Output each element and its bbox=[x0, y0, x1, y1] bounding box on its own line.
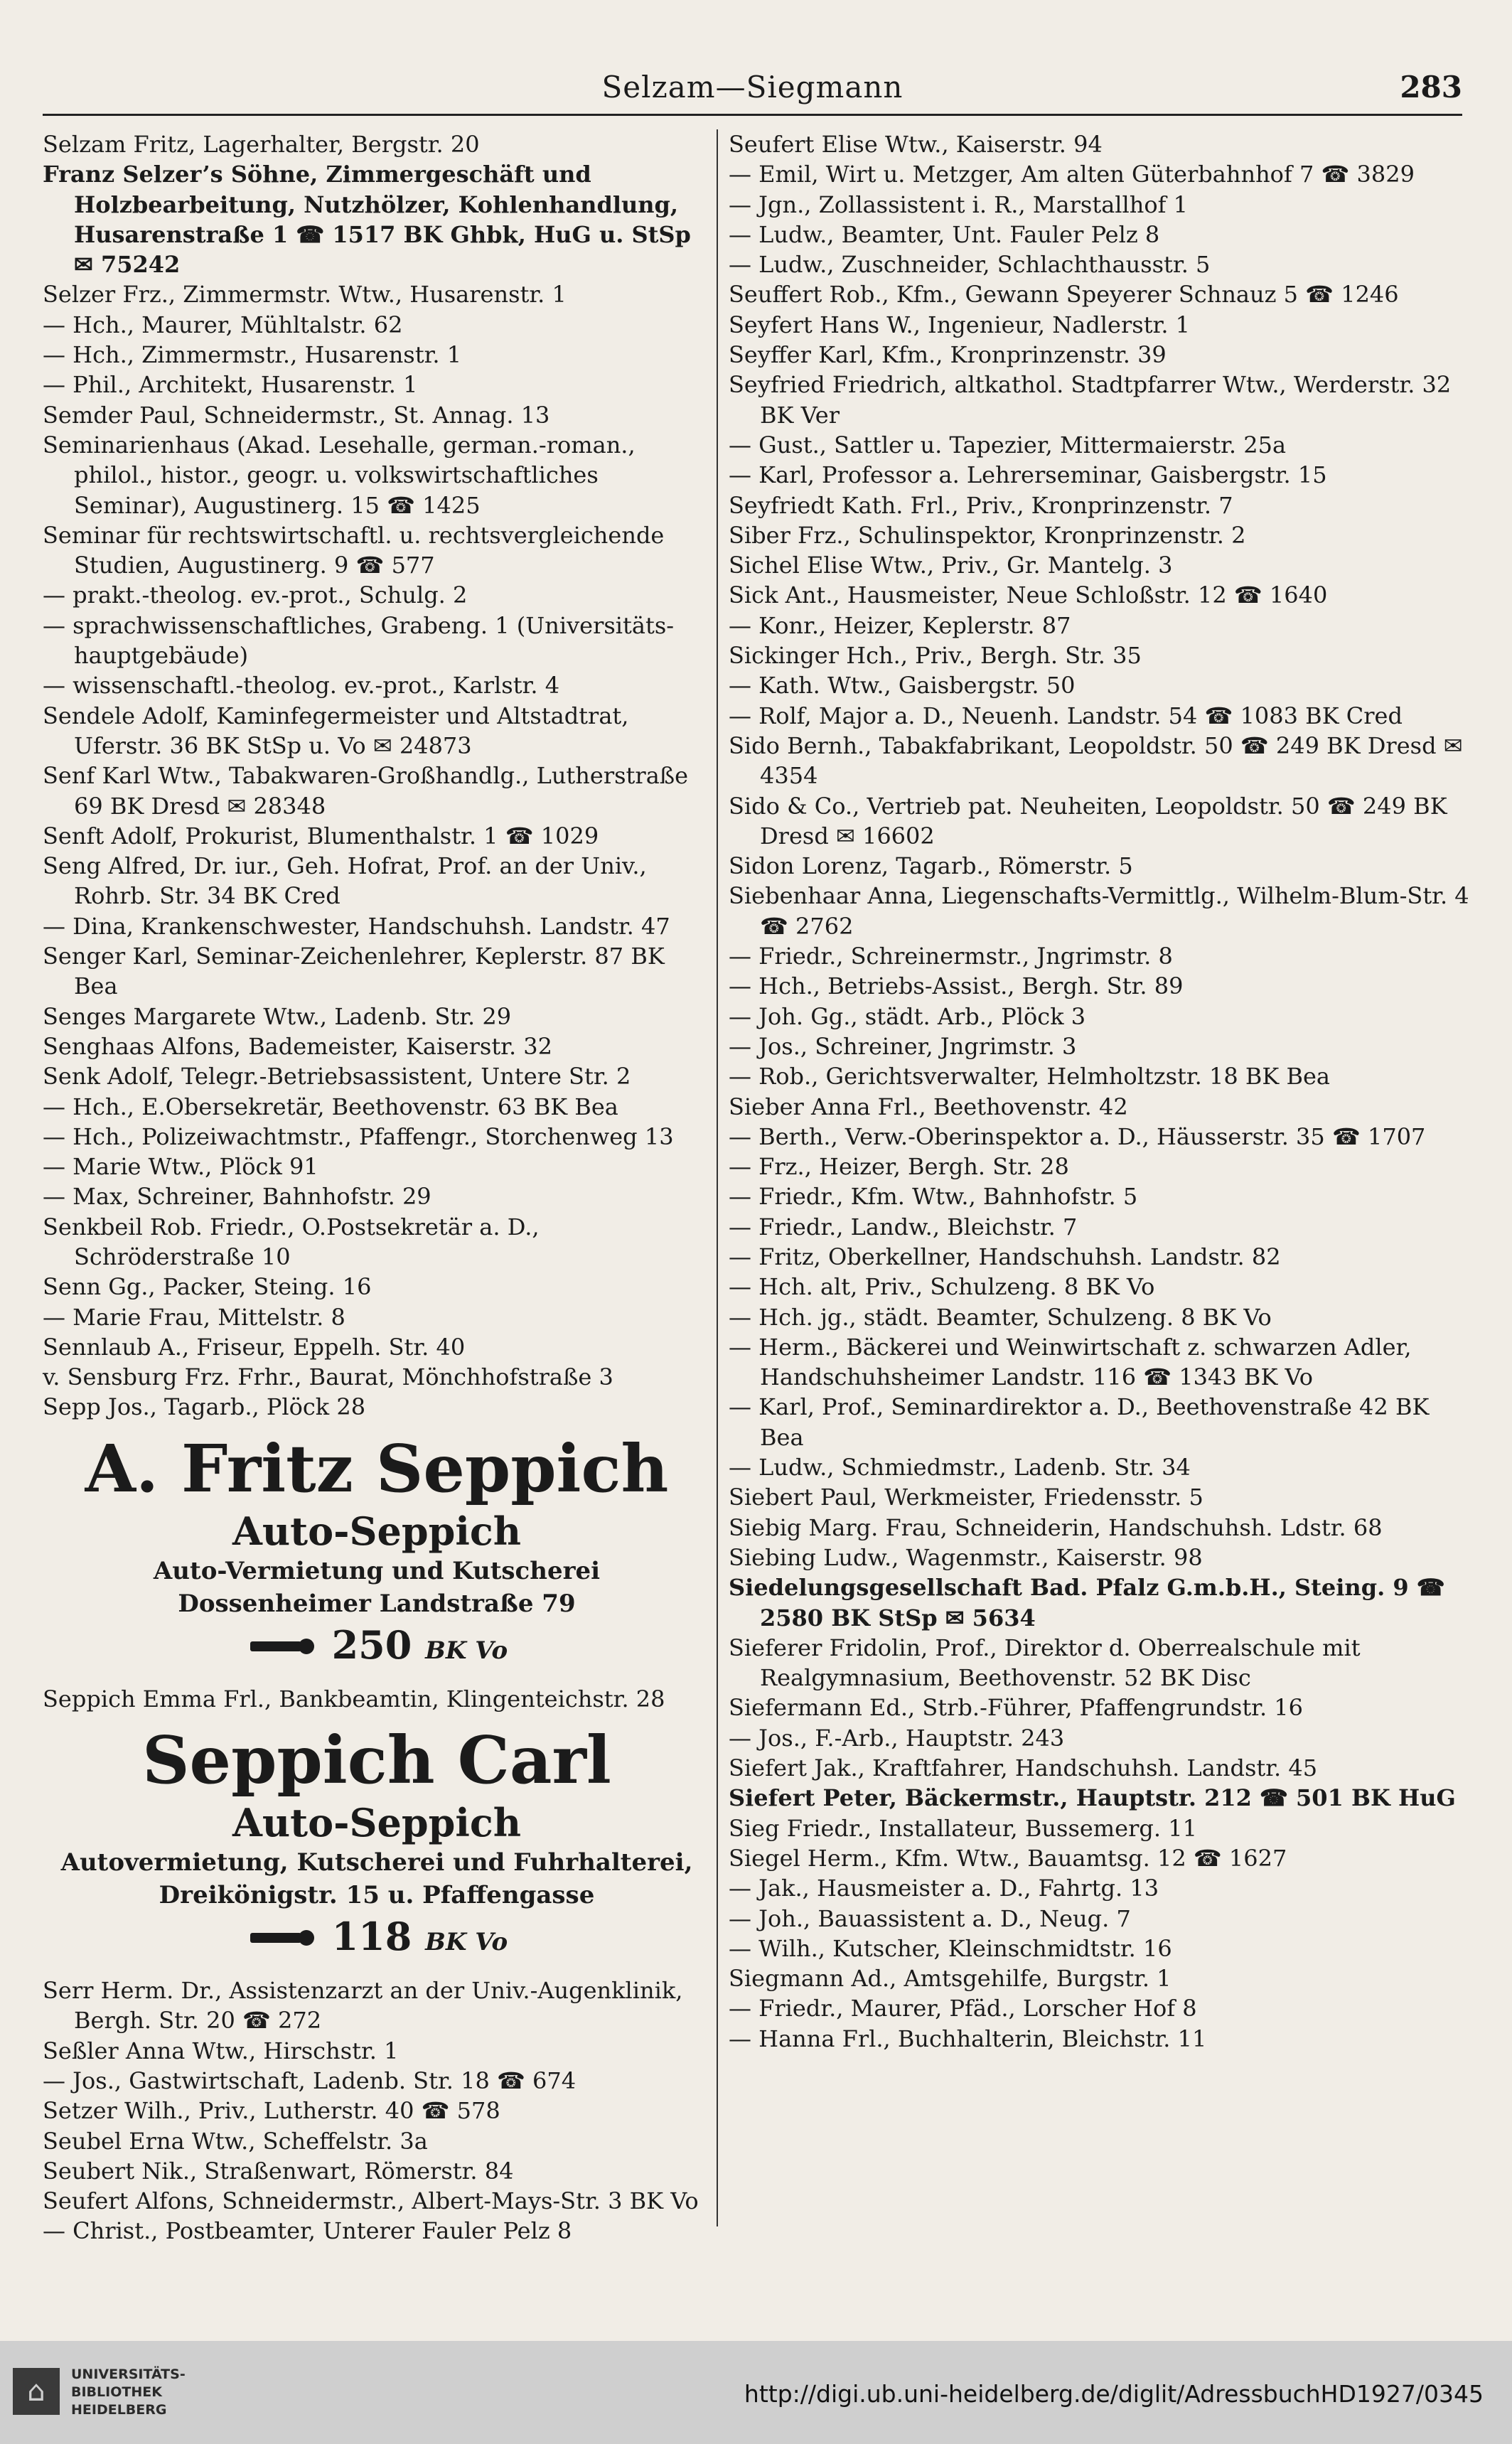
directory-entry: — prakt.-theolog. ev.-prot., Schulg. 2 bbox=[43, 581, 468, 609]
directory-entry: v. Sensburg Frz. Frhr., Baurat, Mönchhofstraße 3 bbox=[43, 1363, 613, 1391]
directory-entry: — Karl, Prof., Seminardirektor a. D., Beethovenstraße 42 BK Bea bbox=[729, 1393, 1430, 1451]
directory-entry: — Karl, Professor a. Lehrerseminar, Gaisbergstr. 15 bbox=[729, 461, 1327, 489]
ad-line: Autovermietung, Kutscherei und Fuhrhalterei, Dreikönigstr. 15 u. Pfaffengasse bbox=[60, 1848, 693, 1910]
directory-entry: Senft Adolf, Prokurist, Blumenthalstr. 1 ☎ 1029 bbox=[43, 822, 599, 849]
directory-entry: Siegmann Ad., Amtsgehilfe, Burgstr. 1 bbox=[729, 1965, 1171, 1993]
directory-entry: — Joh. Gg., städt. Arb., Plöck 3 bbox=[729, 1002, 1086, 1030]
ad-telephone bbox=[43, 1912, 711, 1967]
directory-entry: Seubert Nik., Straßenwart, Römerstr. 84 bbox=[43, 2157, 514, 2185]
directory-entry: Senghaas Alfons, Bademeister, Kaiserstr. 32 bbox=[43, 1032, 553, 1060]
left-column bbox=[43, 129, 711, 2246]
left-entries-middle bbox=[43, 1684, 711, 1714]
advertisement-seppich-carl bbox=[43, 1721, 711, 1967]
ad-subtitle: Auto-Seppich bbox=[232, 1800, 522, 1846]
institution-name bbox=[71, 2366, 186, 2419]
directory-entry: — Hch. alt, Priv., Schulzeng. 8 BK Vo bbox=[729, 1273, 1155, 1301]
directory-entry: Serr Herm. Dr., Assistenzarzt an der Univ.-Augenklinik, Bergh. Str. 20 ☎ 272 bbox=[43, 1977, 683, 2035]
directory-entry: — Emil, Wirt u. Metzger, Am alten Güterbahnhof 7 ☎ 3829 bbox=[729, 161, 1415, 188]
directory-entry: — Dina, Krankenschwester, Handschuhsh. Landstr. 47 bbox=[43, 912, 670, 940]
institution-line: BIBLIOTHEK bbox=[71, 2384, 162, 2400]
directory-entry: — Konr., Heizer, Keplerstr. 87 bbox=[729, 611, 1071, 639]
ad-bank: BK Vo bbox=[425, 1928, 508, 1957]
directory-entry: Siebig Marg. Frau, Schneiderin, Handschuhsh. Ldstr. 68 bbox=[729, 1513, 1383, 1541]
directory-entry: — Hch., Zimmermstr., Husarenstr. 1 bbox=[43, 341, 462, 369]
directory-entry: Seufert Elise Wtw., Kaiserstr. 94 bbox=[729, 131, 1103, 158]
directory-entry: Siegel Herm., Kfm. Wtw., Bauamtsg. 12 ☎ 1627 bbox=[729, 1844, 1287, 1872]
ad-subtitle: Auto-Seppich bbox=[232, 1508, 522, 1554]
directory-entry: — Frz., Heizer, Bergh. Str. 28 bbox=[729, 1153, 1069, 1181]
directory-entry: — Hch., Polizeiwachtmstr., Pfaffengr., Storchenweg 13 bbox=[43, 1122, 674, 1150]
ad-name: A. Fritz Seppich bbox=[85, 1430, 669, 1507]
directory-entry: — Jos., Gastwirtschaft, Ladenb. Str. 18 ☎ 674 bbox=[43, 2067, 577, 2094]
directory-entry: — Christ., Postbeamter, Unterer Fauler Pelz 8 bbox=[43, 2217, 572, 2245]
directory-entry: — sprachwissenschaftliches, Grabeng. 1 (Universitäts-hauptgebäude) bbox=[43, 611, 675, 670]
directory-entry: — Jgn., Zollassistent i. R., Marstallhof 1 bbox=[729, 191, 1188, 218]
directory-entry: — Ludw., Zuschneider, Schlachthausstr. 5 bbox=[729, 251, 1211, 279]
directory-entry: — Marie Frau, Mittelstr. 8 bbox=[43, 1303, 345, 1331]
directory-entry: Siber Frz., Schulinspektor, Kronprinzenstr. 2 bbox=[729, 521, 1246, 549]
directory-entry: — Gust., Sattler u. Tapezier, Mittermaierstr. 25a bbox=[729, 431, 1287, 459]
directory-entry: — Hch., Betriebs-Assist., Bergh. Str. 89 bbox=[729, 972, 1184, 1000]
directory-entry: — Kath. Wtw., Gaisbergstr. 50 bbox=[729, 672, 1076, 700]
left-entries bbox=[43, 129, 711, 1422]
page-header bbox=[43, 57, 1462, 116]
directory-entry: Seyfert Hans W., Ingenieur, Nadlerstr. 1 bbox=[729, 311, 1191, 338]
directory-entry: Sido & Co., Vertrieb pat. Neuheiten, Leopoldstr. 50 ☎ 249 BK Dresd ✉ 16602 bbox=[729, 792, 1447, 849]
directory-entry: — Friedr., Landw., Bleichstr. 7 bbox=[729, 1213, 1078, 1240]
directory-entry: — Marie Wtw., Plöck 91 bbox=[43, 1153, 318, 1181]
directory-entry: — Hch. jg., städt. Beamter, Schulzeng. 8 BK Vo bbox=[729, 1303, 1272, 1331]
ad-name: Seppich Carl bbox=[142, 1722, 611, 1799]
running-title: Selzam—Siegmann bbox=[601, 70, 904, 104]
directory-entry: — Jak., Hausmeister a. D., Fahrtg. 13 bbox=[729, 1875, 1159, 1902]
directory-entry: — Jos., Schreiner, Jngrimstr. 3 bbox=[729, 1032, 1077, 1060]
directory-entry: — Rolf, Major a. D., Neuenh. Landstr. 54 ☎ 1083 BK Cred bbox=[729, 702, 1403, 729]
directory-entry: Setzer Wilh., Priv., Lutherstr. 40 ☎ 578 bbox=[43, 2097, 500, 2125]
directory-entry: Seyfried Friedrich, altkathol. Stadtpfarrer Wtw., Werderstr. 32 BK Ver bbox=[729, 371, 1452, 429]
directory-entry: Sichel Elise Wtw., Priv., Gr. Mantelg. 3 bbox=[729, 552, 1173, 579]
directory-entry: — Ludw., Schmiedmstr., Ladenb. Str. 34 bbox=[729, 1454, 1191, 1481]
telephone-icon bbox=[250, 1930, 314, 1950]
right-column bbox=[729, 129, 1471, 2054]
directory-entry: — Wilh., Kutscher, Kleinschmidtstr. 16 bbox=[729, 1934, 1172, 1962]
ad-address: Dossenheimer Landstraße 79 bbox=[178, 1589, 576, 1618]
directory-entry: Siebert Paul, Werkmeister, Friedensstr. 5 bbox=[729, 1484, 1203, 1511]
directory-entry: Seyffer Karl, Kfm., Kronprinzenstr. 39 bbox=[729, 341, 1167, 369]
directory-entry: Seminarienhaus (Akad. Lesehalle, german.-roman., philol., histor., geogr. u. volkswirtschaftliches Seminar), Augustinerg. 15 ☎ 1425 bbox=[43, 431, 636, 519]
directory-entry: Siebing Ludw., Wagenmstr., Kaiserstr. 98 bbox=[729, 1543, 1203, 1571]
directory-entry: — Ludw., Beamter, Unt. Fauler Pelz 8 bbox=[729, 220, 1160, 248]
directory-entry: Seminar für rechtswirtschaftl. u. rechtsvergleichende Studien, Augustinerg. 9 ☎ 577 bbox=[43, 521, 665, 579]
directory-entry: — Hanna Frl., Buchhalterin, Bleichstr. 11 bbox=[729, 2025, 1207, 2052]
directory-entry: Seyfriedt Kath. Frl., Priv., Kronprinzenstr. 7 bbox=[729, 491, 1233, 519]
directory-entry: — Rob., Gerichtsverwalter, Helmholtzstr. 18 BK Bea bbox=[729, 1063, 1330, 1090]
directory-entry: Siefermann Ed., Strb.-Führer, Pfaffengrundstr. 16 bbox=[729, 1694, 1304, 1722]
directory-entry: Sieber Anna Frl., Beethovenstr. 42 bbox=[729, 1093, 1128, 1120]
directory-entry: — Friedr., Schreinermstr., Jngrimstr. 8 bbox=[729, 943, 1173, 970]
directory-entry: Siedelungsgesellschaft Bad. Pfalz G.m.b.H., Steing. 9 ☎ 2580 BK StSp ✉ 5634 bbox=[729, 1574, 1445, 1631]
directory-entry: — Jos., F.-Arb., Hauptstr. 243 bbox=[729, 1724, 1065, 1752]
column-divider bbox=[717, 129, 718, 2226]
directory-entry: Siefert Jak., Kraftfahrer, Handschuhsh. Landstr. 45 bbox=[729, 1754, 1318, 1782]
directory-entry: Senges Margarete Wtw., Ladenb. Str. 29 bbox=[43, 1002, 512, 1030]
directory-entry: — Phil., Architekt, Husarenstr. 1 bbox=[43, 371, 418, 399]
directory-entry: Sendele Adolf, Kaminfegermeister und Altstadtrat, Uferstr. 36 BK StSp u. Vo ✉ 24873 bbox=[43, 702, 629, 759]
directory-entry: Seng Alfred, Dr. iur., Geh. Hofrat, Prof. an der Univ., Rohrb. Str. 34 BK Cred bbox=[43, 852, 647, 910]
directory-entry: — Berth., Verw.-Oberinspektor a. D., Häusserstr. 35 ☎ 1707 bbox=[729, 1122, 1426, 1150]
left-entries-bottom bbox=[43, 1976, 711, 2246]
ad-line: Auto-Vermietung und Kutscherei bbox=[153, 1556, 601, 1585]
source-url-link[interactable]: http://digi.ub.uni-heidelberg.de/diglit/AdressbuchHD1927/0345 bbox=[744, 2380, 1484, 2408]
directory-entry: Sieferer Fridolin, Prof., Direktor d. Oberrealschule mit Realgymnasium, Beethovenstr. 52 BK Disc bbox=[729, 1634, 1361, 1692]
footer-bar bbox=[0, 2341, 1512, 2444]
directory-entry: Siebenhaar Anna, Liegenschafts-Vermittlg., Wilhelm-Blum-Str. 4 ☎ 2762 bbox=[729, 882, 1469, 940]
ad-telephone-number: 118 bbox=[331, 1914, 412, 1960]
directory-entry: — Fritz, Oberkellner, Handschuhsh. Landstr. 82 bbox=[729, 1243, 1281, 1270]
institution-line: HEIDELBERG bbox=[71, 2402, 167, 2418]
page-number: 283 bbox=[1400, 70, 1462, 104]
directory-entry: — Hch., E.Obersekretär, Beethovenstr. 63 BK Bea bbox=[43, 1093, 618, 1120]
ad-telephone-number: 250 bbox=[331, 1622, 412, 1668]
directory-entry: Seppich Emma Frl., Bankbeamtin, Klingenteichstr. 28 bbox=[43, 1685, 665, 1713]
directory-entry: Selzam Fritz, Lagerhalter, Bergstr. 20 bbox=[43, 131, 480, 158]
directory-entry: — Herm., Bäckerei und Weinwirtschaft z. schwarzen Adler, Handschuhsheimer Landstr. 116 ☎ 1343 BK Vo bbox=[729, 1333, 1412, 1391]
directory-entry: — Max, Schreiner, Bahnhofstr. 29 bbox=[43, 1183, 431, 1211]
directory-entry: Senn Gg., Packer, Steing. 16 bbox=[43, 1273, 372, 1301]
directory-entry: Senger Karl, Seminar-Zeichenlehrer, Keplerstr. 87 BK Bea bbox=[43, 943, 665, 1000]
institution-line: UNIVERSITÄTS- bbox=[71, 2367, 186, 2382]
directory-entry: Senf Karl Wtw., Tabakwaren-Großhandlg., Lutherstraße 69 BK Dresd ✉ 28348 bbox=[43, 762, 689, 820]
directory-entry: — Joh., Bauassistent a. D., Neug. 7 bbox=[729, 1904, 1131, 1932]
directory-entry: Sick Ant., Hausmeister, Neue Schloßstr. 12 ☎ 1640 bbox=[729, 581, 1328, 609]
directory-entry: — Friedr., Kfm. Wtw., Bahnhofstr. 5 bbox=[729, 1183, 1138, 1211]
directory-entry: Sieg Friedr., Installateur, Bussemerg. 11 bbox=[729, 1814, 1197, 1842]
directory-entry: Seuffert Rob., Kfm., Gewann Speyerer Schnauz 5 ☎ 1246 bbox=[729, 281, 1399, 309]
directory-entry: Seufert Alfons, Schneidermstr., Albert-Mays-Str. 3 BK Vo bbox=[43, 2187, 699, 2215]
directory-entry: Siefert Peter, Bäckermstr., Hauptstr. 212 ☎ 501 BK HuG bbox=[729, 1784, 1456, 1812]
directory-entry: — Hch., Maurer, Mühltalstr. 62 bbox=[43, 311, 403, 338]
directory-entry: — wissenschaftl.-theolog. ev.-prot., Karlstr. 4 bbox=[43, 672, 560, 700]
ad-bank: BK Vo bbox=[425, 1636, 508, 1665]
directory-entry: Seßler Anna Wtw., Hirschstr. 1 bbox=[43, 2037, 399, 2064]
right-entries bbox=[729, 129, 1471, 2054]
directory-entry: Franz Selzer’s Söhne, Zimmergeschäft und Holzbearbeitung, Nutzhölzer, Kohlenhandlung, Husarenstraße 1 ☎ 1517 BK Ghbk, HuG u. StSp ✉ 75242 bbox=[43, 161, 691, 279]
ad-telephone bbox=[43, 1620, 711, 1676]
directory-entry: Senkbeil Rob. Friedr., O.Postsekretär a. D., Schröderstraße 10 bbox=[43, 1213, 540, 1270]
directory-entry: — Friedr., Maurer, Pfäd., Lorscher Hof 8 bbox=[729, 1995, 1197, 2022]
directory-entry: Sidon Lorenz, Tagarb., Römerstr. 5 bbox=[729, 852, 1133, 880]
directory-entry: Sepp Jos., Tagarb., Plöck 28 bbox=[43, 1393, 366, 1421]
directory-entry: Sido Bernh., Tabakfabrikant, Leopoldstr. 50 ☎ 249 BK Dresd ✉ 4354 bbox=[729, 731, 1463, 790]
directory-entry: Senk Adolf, Telegr.-Betriebsassistent, Untere Str. 2 bbox=[43, 1063, 631, 1090]
library-logo-icon: ⌂ bbox=[13, 2368, 60, 2415]
directory-entry: Seubel Erna Wtw., Scheffelstr. 3a bbox=[43, 2127, 428, 2155]
advertisement-seppich-fritz bbox=[43, 1430, 711, 1676]
directory-entry: Sickinger Hch., Priv., Bergh. Str. 35 bbox=[729, 642, 1142, 670]
directory-entry: Selzer Frz., Zimmermstr. Wtw., Husarenstr. 1 bbox=[43, 281, 567, 309]
directory-entry: Semder Paul, Schneidermstr., St. Annag. 13 bbox=[43, 401, 550, 429]
telephone-icon bbox=[250, 1639, 314, 1658]
directory-entry: Sennlaub A., Friseur, Eppelh. Str. 40 bbox=[43, 1333, 466, 1361]
